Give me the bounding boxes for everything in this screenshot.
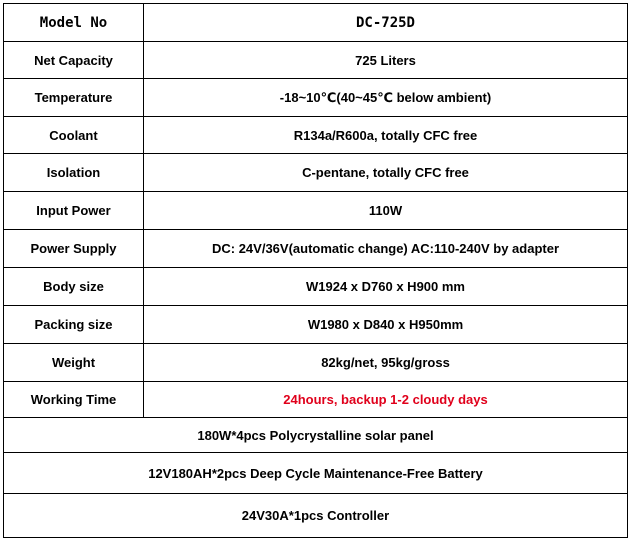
spec-label: Working Time	[4, 382, 144, 418]
spec-label: Coolant	[4, 117, 144, 154]
spec-value: 725 Liters	[144, 42, 628, 79]
spec-table	[3, 3, 628, 538]
spec-value: R134a/R600a, totally CFC free	[144, 117, 628, 154]
spec-row-packing-size	[4, 306, 628, 344]
spec-row-coolant	[4, 117, 628, 154]
spec-value: DC: 24V/36V(automatic change) AC:110-240V by adapter	[144, 230, 628, 268]
spec-row-isolation	[4, 154, 628, 192]
model-no-value: DC-725D	[144, 4, 628, 42]
accessory-text: 12V180AH*2pcs Deep Cycle Maintenance-Free Battery	[4, 453, 628, 494]
spec-label: Temperature	[4, 79, 144, 117]
spec-row-working-time	[4, 382, 628, 418]
spec-row-net-capacity	[4, 42, 628, 79]
accessory-row-battery	[4, 453, 628, 494]
model-no-label: Model No	[4, 4, 144, 42]
spec-row-power-supply	[4, 230, 628, 268]
spec-value: C-pentane, totally CFC free	[144, 154, 628, 192]
spec-label: Packing size	[4, 306, 144, 344]
spec-label: Input Power	[4, 192, 144, 230]
spec-value: W1924 x D760 x H900 mm	[144, 268, 628, 306]
spec-label: Body size	[4, 268, 144, 306]
accessory-row-solar-panel	[4, 418, 628, 453]
spec-label: Net Capacity	[4, 42, 144, 79]
header-row	[4, 4, 628, 42]
spec-row-body-size	[4, 268, 628, 306]
working-time-highlight-value: 24hours, backup 1-2 cloudy days	[144, 382, 628, 418]
accessory-row-controller	[4, 494, 628, 538]
spec-label: Power Supply	[4, 230, 144, 268]
spec-value: W1980 x D840 x H950mm	[144, 306, 628, 344]
spec-value: 110W	[144, 192, 628, 230]
spec-value: -18~10℃(40~45℃ below ambient)	[144, 79, 628, 117]
spec-value: 82kg/net, 95kg/gross	[144, 344, 628, 382]
spec-row-input-power	[4, 192, 628, 230]
spec-label: Isolation	[4, 154, 144, 192]
spec-row-temperature	[4, 79, 628, 117]
spec-label: Weight	[4, 344, 144, 382]
spec-row-weight	[4, 344, 628, 382]
accessory-text: 24V30A*1pcs Controller	[4, 494, 628, 538]
accessory-text: 180W*4pcs Polycrystalline solar panel	[4, 418, 628, 453]
